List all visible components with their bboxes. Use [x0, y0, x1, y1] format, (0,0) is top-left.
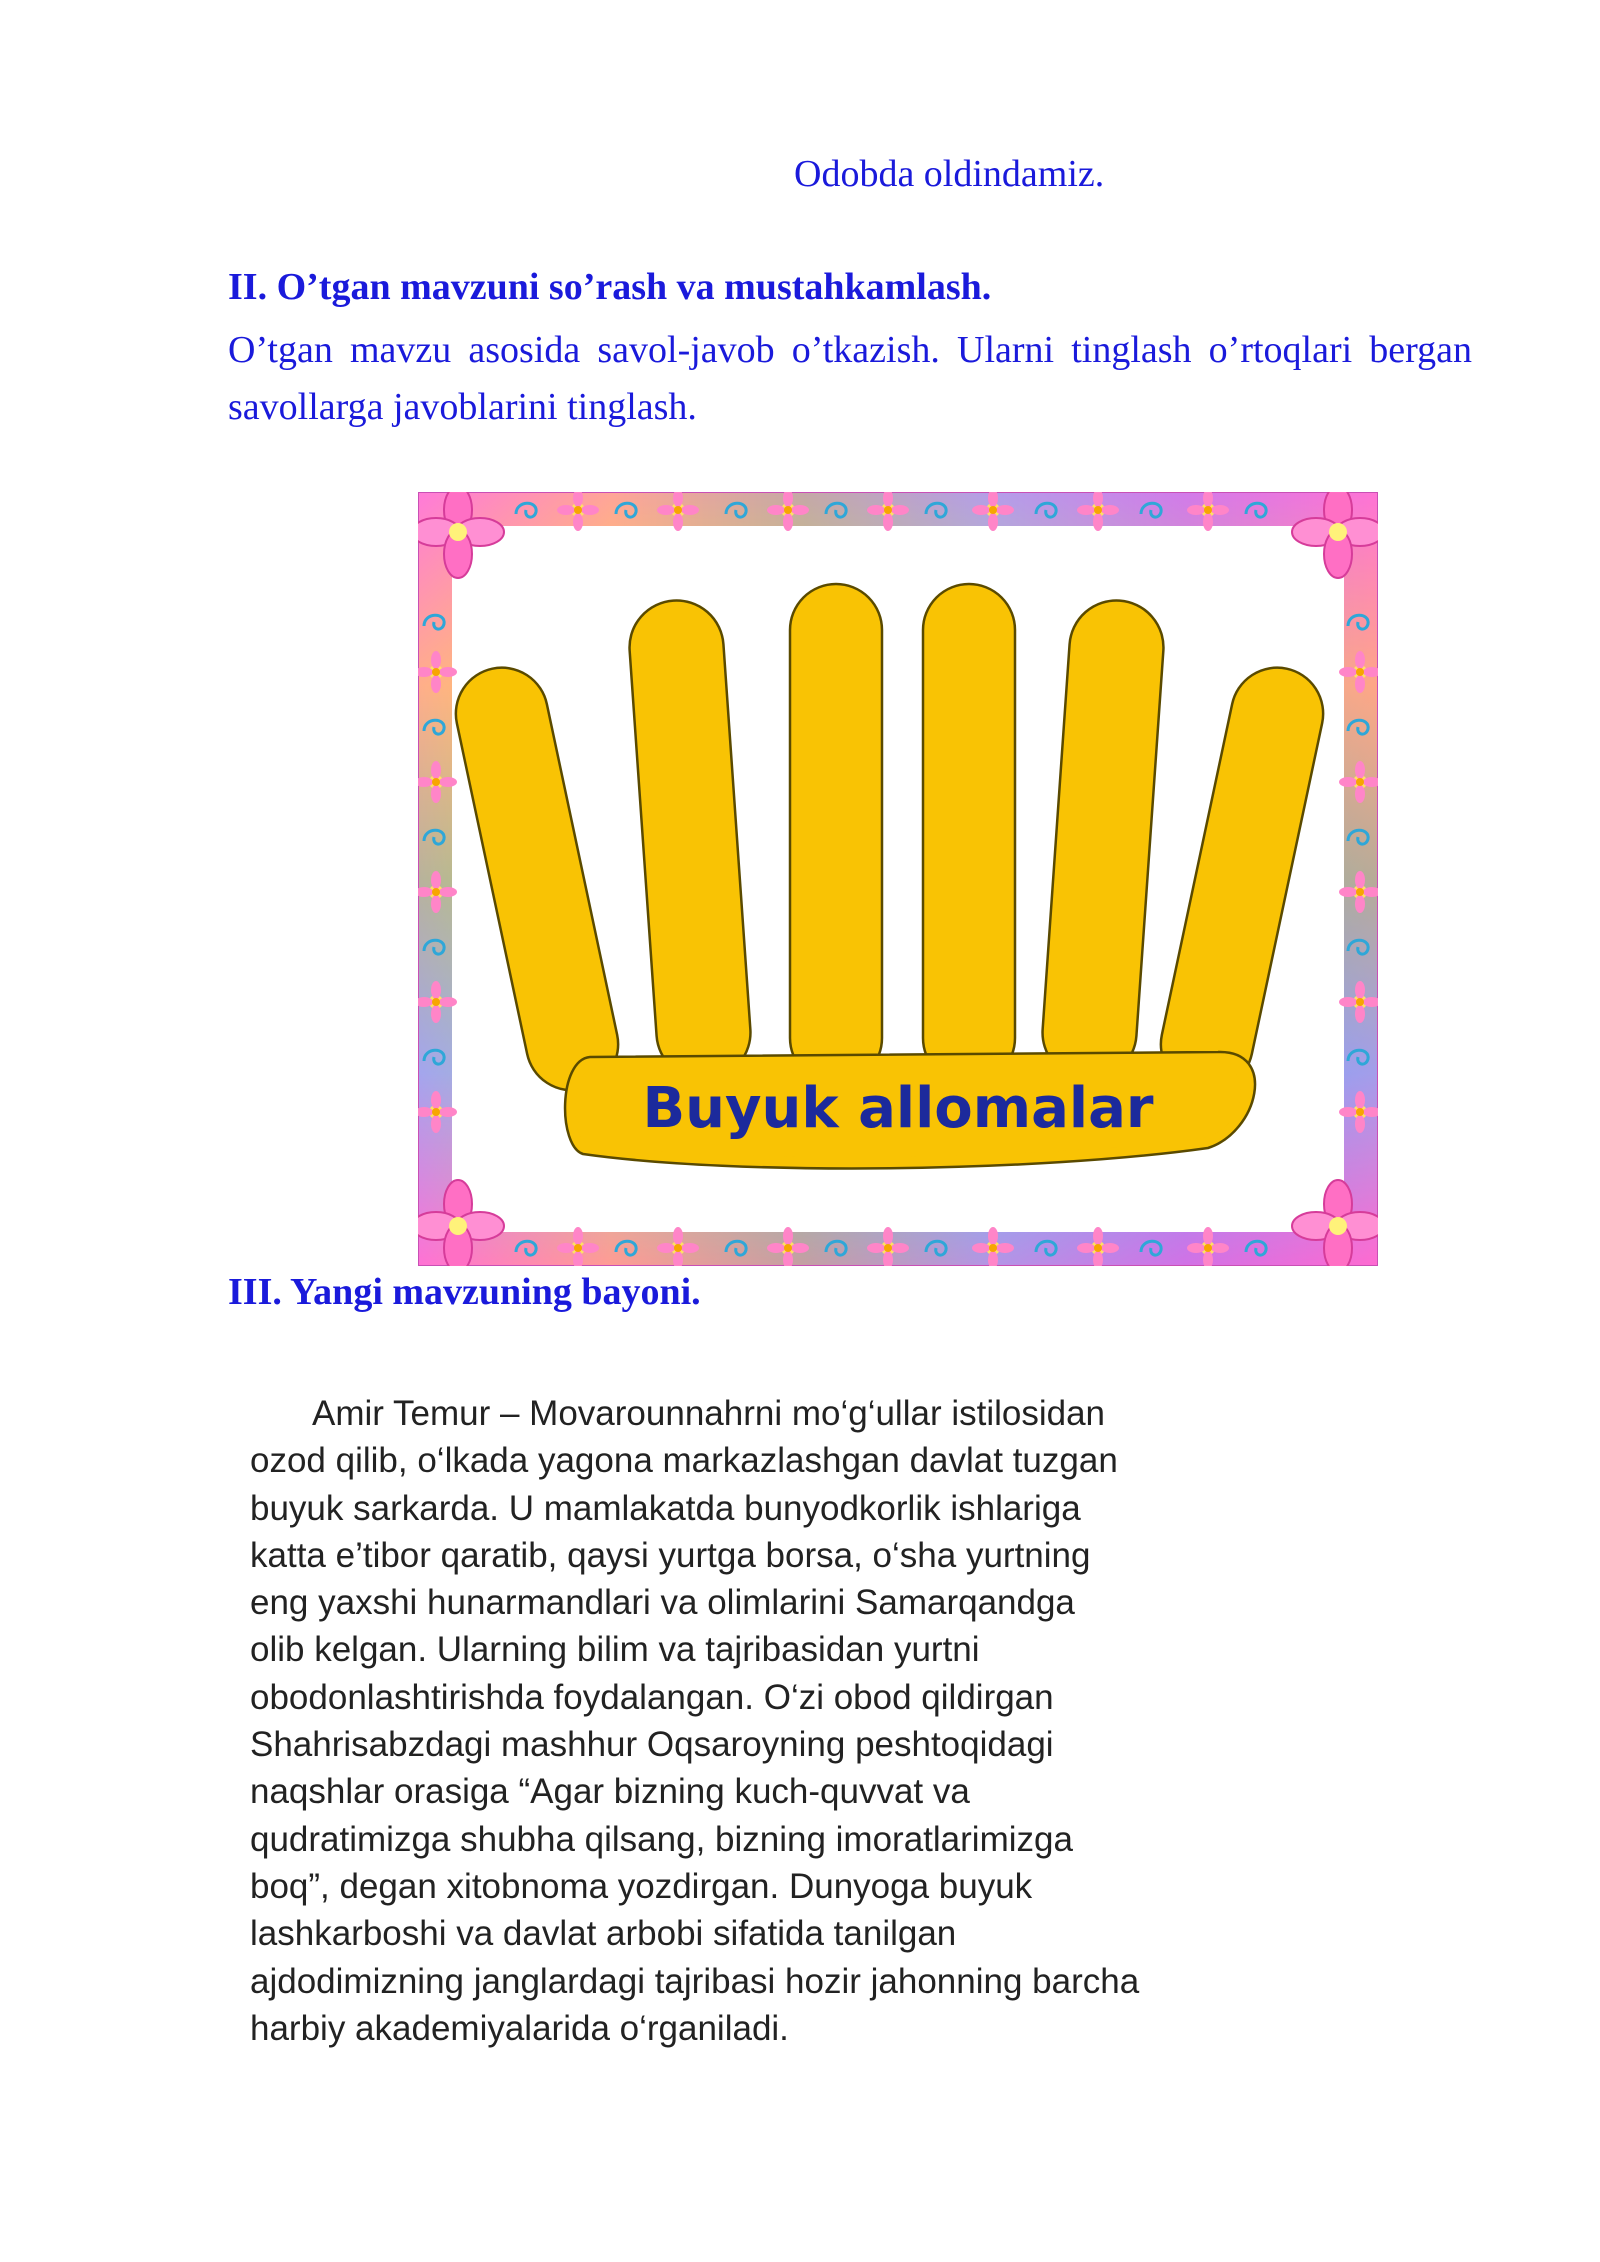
passage-line: Amir Temur – Movarounnahrni mo‘g‘ullar istilosidan	[312, 1394, 1106, 1433]
passage-line: ozod qilib, o‘lkada yagona markazlashgan davlat tuzgan	[250, 1441, 1118, 1481]
passage-line: lashkarboshi va davlat arbobi sifatida tanilgan	[250, 1914, 957, 1954]
buyuk-allomalar-illustration	[418, 492, 1378, 1266]
passage-line: olib kelgan. Ularning bilim va tajribasidan yurtni	[250, 1630, 980, 1670]
banner-text: Buyuk allomalar	[642, 1076, 1154, 1141]
passage-line: harbiy akademiyalarida o‘rganiladi.	[250, 2008, 789, 2048]
section-2-heading: II. O’tgan mavzuni so’rash va mustahkamlash.	[228, 266, 992, 308]
passage-line: ajdodimizning janglardagi tajribasi hozir jahonning barcha	[250, 1961, 1140, 2001]
passage-line: naqshlar orasiga “Agar bizning kuch-quvvat va	[250, 1772, 970, 1812]
reading-passage	[250, 1390, 1410, 2052]
motto-text: Odobda oldindamiz.	[794, 153, 1105, 195]
passage-line: katta e’tibor qaratib, qaysi yurtga borsa, o‘sha yurtning	[250, 1535, 1091, 1575]
passage-line: boq”, degan xitobnoma yozdirgan. Dunyoga buyuk	[250, 1866, 1033, 1906]
passage-line: qudratimizga shubha qilsang, bizning imoratlarimizga	[250, 1819, 1073, 1859]
section-2-paragraph: O’tgan mavzu asosida savol-javob o’tkazish. Ularni tinglash o’rtoqlari bergan savollarga javoblarini tinglash.	[228, 329, 1472, 428]
passage-line: eng yaxshi hunarmandlari va olimlarini Samarqandga	[250, 1583, 1075, 1623]
passage-line: buyuk sarkarda. U mamlakatda bunyodkorlik ishlariga	[250, 1488, 1081, 1528]
passage-line: obodonlashtirishda foydalangan. O‘zi obod qildirgan	[250, 1677, 1054, 1717]
passage-line: Shahrisabzdagi mashhur Oqsaroyning peshtoqidagi	[250, 1725, 1054, 1765]
section-3-heading: III. Yangi mavzuning bayoni.	[228, 1271, 701, 1313]
